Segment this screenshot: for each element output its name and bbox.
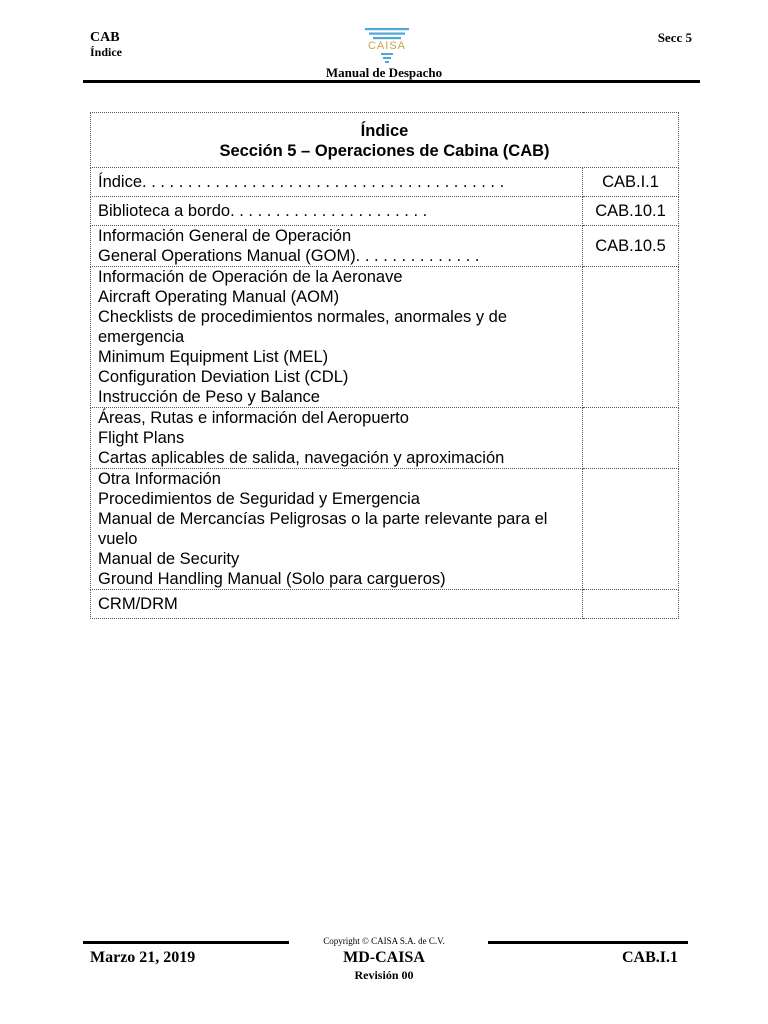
- toc-item-text: Minimum Equipment List (MEL): [98, 348, 329, 366]
- toc-item-text: Aircraft Operating Manual (AOM): [98, 288, 340, 306]
- toc-code-cell: [583, 267, 679, 408]
- page-code: CAB.I.1: [621, 949, 678, 966]
- manual-title: Manual de Despacho: [325, 65, 443, 80]
- toc-code-cell: CAB.10.1: [583, 197, 679, 226]
- footer-divider-right: [488, 941, 688, 944]
- toc-title-row: [91, 113, 679, 168]
- toc-item-text: Flight Plans: [98, 429, 185, 447]
- toc-item-text: Áreas, Rutas e información del Aeropuerto: [98, 409, 409, 427]
- toc-row: [91, 168, 679, 197]
- section-name: Índice: [90, 45, 123, 59]
- toc-item-text: CRM/DRM: [98, 595, 178, 613]
- toc-code-cell: [583, 590, 679, 619]
- toc-item-cell: [91, 267, 583, 408]
- toc-item-text: Manual de Mercancías Peligrosas o la parte relevante para el vuelo: [98, 510, 548, 548]
- toc-item-cell: [91, 590, 583, 619]
- toc-row: [91, 197, 679, 226]
- document-id: MD-CAISA: [343, 949, 425, 966]
- toc-row: [91, 469, 679, 590]
- toc-item-cell: [91, 408, 583, 469]
- section-code: CAB: [90, 30, 120, 45]
- toc-title: Índice: [360, 122, 409, 140]
- footer-divider-left: [83, 941, 289, 944]
- toc-item-text: Ground Handling Manual (Solo para cargueros): [98, 570, 446, 588]
- toc-item-text: Configuration Deviation List (CDL): [98, 368, 349, 386]
- toc-code-cell: [583, 469, 679, 590]
- caisa-logo: [361, 26, 413, 68]
- toc-item-cell: [91, 469, 583, 590]
- toc-item-text: Cartas aplicables de salida, navegación y aproximación: [98, 449, 505, 467]
- logo-text: CAISA: [367, 40, 407, 52]
- toc-item-text: General Operations Manual (GOM). . . . . . . . . . . . . .: [98, 247, 480, 265]
- toc-code-cell: [583, 408, 679, 469]
- toc-item-text: Checklists de procedimientos normales, anormales y de emergencia: [98, 308, 508, 346]
- toc-item-text: Información de Operación de la Aeronave: [98, 268, 403, 286]
- header-section-info: [90, 30, 122, 60]
- toc-item-text: Manual de Security: [98, 550, 240, 568]
- toc-item-text: Instrucción de Peso y Balance: [98, 388, 320, 406]
- toc-row: [91, 226, 679, 267]
- toc-item-text: Procedimientos de Seguridad y Emergencia: [98, 490, 420, 508]
- toc-item-text: Índice. . . . . . . . . . . . . . . . . . . . . . . . . . . . . . . . . . . . . . . .: [98, 173, 505, 191]
- toc-table: [90, 112, 679, 619]
- toc-item-text: Información General de Operación: [98, 227, 352, 245]
- toc-item-text: Biblioteca a bordo. . . . . . . . . . . . . . . . . . . . . .: [98, 202, 428, 220]
- toc-row: [91, 408, 679, 469]
- toc-item-text: Otra Información: [98, 470, 221, 488]
- header-divider: [83, 80, 700, 83]
- toc-code-cell: CAB.10.5: [583, 226, 679, 267]
- toc-item-cell: [91, 168, 583, 197]
- revision-label: Revisión 00: [354, 968, 414, 982]
- toc-title-cell: [91, 113, 679, 168]
- toc-subtitle: Sección 5 – Operaciones de Cabina (CAB): [219, 142, 550, 160]
- toc-row: [91, 590, 679, 619]
- copyright-notice: Copyright © CAISA S.A. de C.V.: [323, 936, 445, 946]
- toc-code-cell: CAB.I.1: [583, 168, 679, 197]
- toc-item-cell: [91, 197, 583, 226]
- toc-row: [91, 267, 679, 408]
- footer-date: Marzo 21, 2019: [90, 949, 196, 966]
- section-number: Secc 5: [657, 30, 692, 45]
- toc-item-cell: [91, 226, 583, 267]
